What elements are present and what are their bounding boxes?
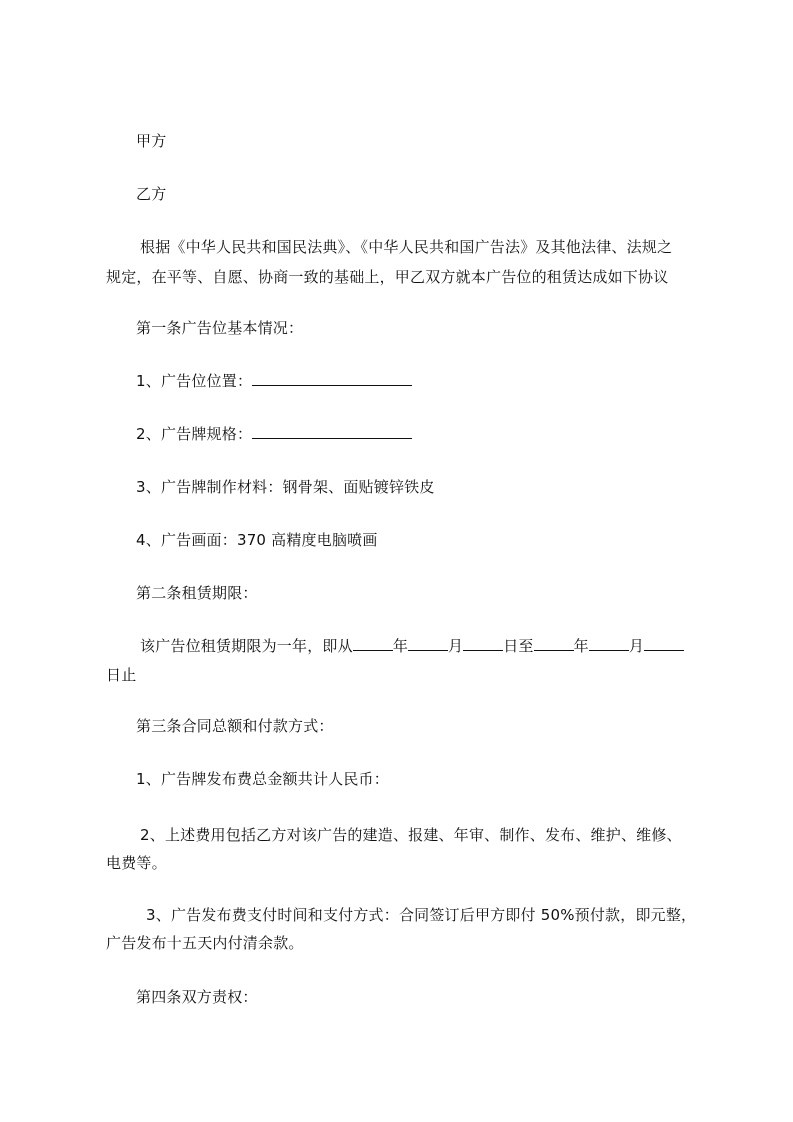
- start-month-unit: 月: [448, 637, 464, 655]
- end-month-unit: 月: [628, 637, 645, 655]
- lease-term-end: 日止: [106, 666, 137, 684]
- article-3-item-3-line-2: 广告发布十五天内付清余款。: [106, 934, 304, 952]
- end-day-blank: [644, 634, 684, 651]
- day-to-text: 日至: [503, 637, 534, 655]
- article-1-item-3: 3、广告牌制作材料：钢骨架、面贴镀锌铁皮: [136, 478, 435, 496]
- article-3-item-2-line-1: 2、上述费用包括乙方对该广告的建造、报建、年审、制作、发布、维护、维修、: [140, 826, 682, 844]
- start-month-blank: [408, 634, 448, 651]
- end-year-unit: 年: [573, 637, 589, 655]
- article-4-title: 第四条双方责权：: [136, 988, 258, 1006]
- location-blank: [252, 369, 412, 386]
- article-1-title: 第一条广告位基本情况：: [136, 319, 304, 337]
- start-year-blank: [353, 634, 393, 651]
- article-2-title: 第二条租赁期限：: [136, 584, 258, 602]
- lease-term-line: [140, 632, 740, 660]
- article-3-item-1: 1、广告牌发布费总金额共计人民币：: [136, 770, 389, 788]
- start-day-blank: [463, 634, 503, 651]
- item-2-label: 2、广告牌规格：: [136, 425, 253, 443]
- article-3-item-3-line-1: 3、广告发布费支付时间和支付方式：合同签订后甲方即付 50%预付款，即元整，: [146, 906, 697, 924]
- party-b-label: 乙方: [136, 185, 167, 203]
- preamble-line-2: 规定，在平等、自愿、协商一致的基础上，甲乙双方就本广告位的租赁达成如下协议: [106, 268, 669, 286]
- end-month-blank: [589, 634, 629, 651]
- term-prefix: 该广告位租赁期限为一年，即从: [140, 637, 353, 655]
- party-a-label: 甲方: [136, 132, 167, 150]
- start-year-unit: 年: [392, 637, 409, 655]
- article-3-item-2-line-2: 电费等。: [106, 854, 167, 872]
- article-1-item-1: [136, 367, 736, 395]
- article-1-item-2: [136, 420, 736, 448]
- size-blank: [252, 422, 412, 439]
- preamble-line-1: 根据《中华人民共和国民法典》、《中华人民共和国广告法》及其他法律、法规之: [140, 238, 673, 256]
- article-1-item-4: 4、广告画面：370 高精度电脑喷画: [136, 531, 378, 549]
- end-year-blank: [534, 634, 574, 651]
- article-3-title: 第三条合同总额和付款方式：: [136, 717, 334, 735]
- item-1-label: 1、广告位位置：: [136, 372, 253, 390]
